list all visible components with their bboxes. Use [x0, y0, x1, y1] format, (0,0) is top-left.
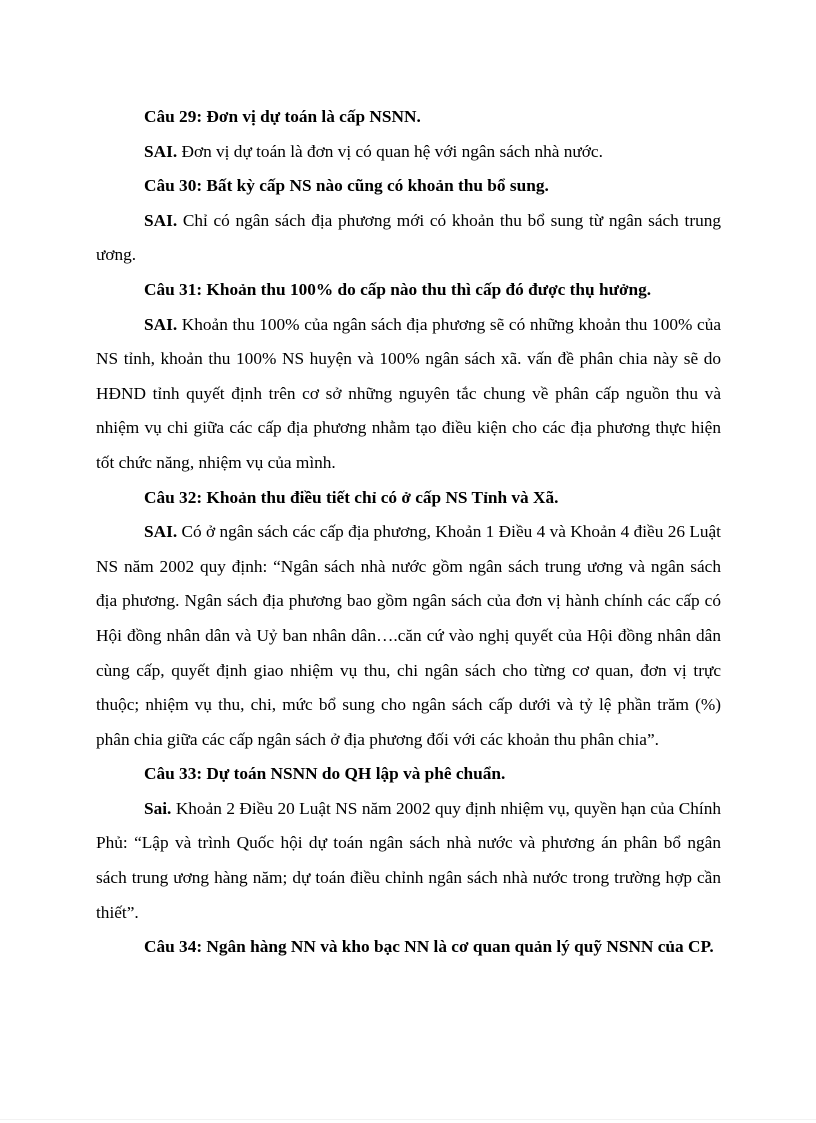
answer-30 [96, 204, 721, 273]
answer-label: SAI. [144, 210, 178, 230]
question-32: Câu 32: Khoản thu điều tiết chỉ có ở cấp NS Tỉnh và Xã. [144, 487, 559, 507]
document-body [96, 100, 721, 965]
answer-33 [96, 792, 721, 930]
answer-32 [96, 515, 721, 757]
answer-label: SAI. [144, 522, 178, 542]
answer-label: SAI. [144, 141, 178, 161]
answer-text: Đơn vị dự toán là đơn vị có quan hệ với ngân sách nhà nước. [177, 141, 603, 161]
answer-text: Khoản thu 100% của ngân sách địa phương sẽ có những khoản thu 100% của NS tỉnh, khoản thu 100% NS huyện và 100% ngân sách xã. vấn đề phân chia này sẽ do HĐND tỉnh quyết định trên cơ sở những nguyên tắc chung về phân cấp nguồn thu và nhiệm vụ chi giữa các cấp địa phương nhằm tạo điều kiện cho các địa phương thực hiện tốt chức năng, nhiệm vụ của mình. [96, 314, 721, 472]
answer-31 [96, 308, 721, 481]
page-bottom-divider [0, 1119, 816, 1120]
answer-29 [96, 135, 721, 170]
answer-text: Khoản 2 Điều 20 Luật NS năm 2002 quy định nhiệm vụ, quyền hạn của Chính Phủ: “Lập và trình Quốc hội dự toán ngân sách nhà nước và phương án phân bổ ngân sách trung ương hàng năm; dự toán điều chỉnh ngân sách nhà nước trong trường hợp cần thiết”. [96, 798, 721, 922]
answer-text: Có ở ngân sách các cấp địa phương, Khoản 1 Điều 4 và Khoản 4 điều 26 Luật NS năm 2002 quy định: “Ngân sách nhà nước gồm ngân sách trung ương và ngân sách địa phương. Ngân sách địa phương bao gồm ngân sách của đơn vị hành chính các cấp có Hội đồng nhân dân và Uỷ ban nhân dân….căn cứ vào nghị quyết của Hội đồng nhân dân cùng cấp, quyết định giao nhiệm vụ thu, chi ngân sách cho từng cơ quan, đơn vị trực thuộc; nhiệm vụ thu, chi, mức bổ sung cho ngân sách cấp dưới và tỷ lệ phần trăm (%) phân chia giữa các cấp ngân sách ở địa phương đối với các khoản thu phân chia”. [96, 522, 721, 749]
answer-label: Sai. [144, 798, 172, 818]
question-31: Câu 31: Khoản thu 100% do cấp nào thu thì cấp đó được thụ hưởng. [144, 279, 652, 299]
answer-text: Chỉ có ngân sách địa phương mới có khoản thu bổ sung từ ngân sách trung ương. [96, 210, 721, 265]
answer-label: SAI. [144, 314, 178, 334]
question-33: Câu 33: Dự toán NSNN do QH lập và phê chuẩn. [144, 764, 506, 784]
question-30: Câu 30: Bất kỳ cấp NS nào cũng có khoản thu bổ sung. [144, 176, 549, 196]
question-29: Câu 29: Đơn vị dự toán là cấp NSNN. [144, 107, 421, 126]
question-34: Câu 34: Ngân hàng NN và kho bạc NN là cơ quan quản lý quỹ NSNN của CP. [144, 937, 714, 957]
